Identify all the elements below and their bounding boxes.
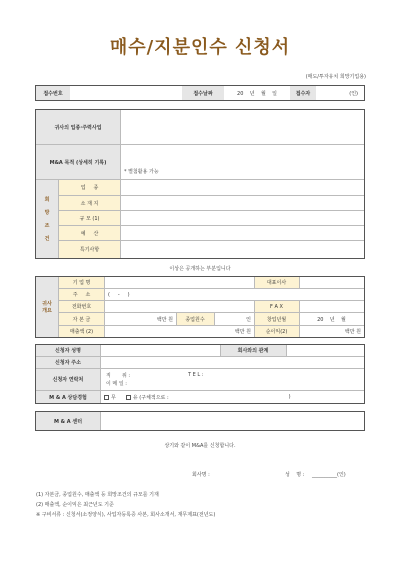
- email-label[interactable]: 이 메 일 :: [106, 381, 127, 387]
- public-note: 이상은 공개하는 부분입니다: [169, 266, 231, 272]
- sales-field[interactable]: 백만 원: [234, 329, 251, 335]
- profit-field[interactable]: 백만 원: [344, 329, 361, 335]
- ceo-label: 대표이사: [254, 277, 299, 288]
- hope-char: 희: [44, 197, 50, 203]
- option-yes-label: 유 (구체적으로 :: [132, 394, 169, 401]
- sign-name-label: 성 명 :: [285, 472, 305, 478]
- applicant-contact-label: 신청자 연락처: [36, 369, 100, 390]
- address-label: 주 소: [59, 289, 104, 300]
- relation-label: 회사와의 관계: [220, 345, 286, 356]
- company-label-char: 귀사: [42, 301, 52, 307]
- receipt-date-label: 접수날짜: [193, 90, 213, 97]
- footnote-3: ※ 구비서류 : 신청서(소정양식), 사업자등록증 사본, 회사소개서, 재무제표(전년도): [36, 512, 216, 518]
- hope-scale-field[interactable]: [120, 211, 364, 225]
- employees-label: 종업원수: [176, 313, 214, 325]
- applicant-address-label: 신청자 주소: [36, 357, 100, 368]
- option-none-label: 무: [111, 394, 116, 401]
- hope-industry-label: 업 종: [59, 180, 120, 195]
- hope-char: 건: [44, 236, 50, 242]
- company-label-char: 개요: [42, 308, 52, 314]
- fax-field[interactable]: [299, 301, 364, 312]
- form-subtitle: (매도/투자유치 희망기업용): [305, 74, 366, 80]
- checkbox-none[interactable]: [104, 395, 109, 400]
- hope-location-label: 소 재 지: [59, 196, 120, 210]
- hope-char: 망: [44, 210, 50, 216]
- sign-name-field[interactable]: __________(인): [312, 472, 346, 478]
- capital-field[interactable]: 백만 원: [156, 316, 173, 323]
- hope-location-field[interactable]: [120, 196, 364, 210]
- applicant-name-field[interactable]: [100, 345, 220, 356]
- company-section: [35, 276, 365, 338]
- employees-field[interactable]: 인: [246, 316, 251, 323]
- hope-budget-field[interactable]: [120, 226, 364, 240]
- hope-label: [36, 180, 58, 258]
- hope-special-label: 특기사항: [59, 241, 120, 258]
- form-title: 매수/지분인수 신청서: [109, 37, 291, 58]
- hope-special-field[interactable]: [120, 241, 364, 258]
- company-name-field[interactable]: [104, 277, 254, 288]
- address-field[interactable]: ( - ): [108, 291, 130, 298]
- receipt-date-field[interactable]: 20 년 월 일: [224, 86, 290, 100]
- phone-field[interactable]: [104, 301, 254, 312]
- center-label: M & A 센터: [36, 412, 100, 430]
- hope-char: 조: [44, 223, 50, 229]
- receipt-row: [35, 85, 365, 101]
- company-label: [36, 277, 58, 337]
- footnote-2: (2) 매출액, 순이익은 최근년도 기준: [36, 502, 114, 508]
- checkbox-yes[interactable]: [126, 395, 131, 400]
- industry-field[interactable]: [120, 110, 364, 144]
- consult-label: M & A 상담경험: [36, 391, 100, 403]
- receiver-seal[interactable]: (인): [316, 86, 364, 100]
- sales-label: 매출액 (2): [59, 326, 104, 337]
- profit-label: 순이익(2): [254, 326, 299, 337]
- receipt-no-field[interactable]: [70, 86, 182, 100]
- founded-field[interactable]: 20 년 월: [317, 316, 346, 323]
- business-section: [35, 109, 365, 259]
- applicant-address-field[interactable]: [100, 357, 364, 368]
- founded-label: 창업년월: [254, 313, 299, 325]
- position-label[interactable]: 직 위 :: [106, 373, 131, 379]
- center-section: [35, 411, 365, 431]
- center-field[interactable]: [101, 412, 364, 430]
- ceo-field[interactable]: [299, 277, 364, 288]
- relation-field[interactable]: [286, 345, 364, 356]
- hope-scale-label: 규 모 (1): [59, 211, 120, 225]
- option-close: ): [288, 394, 291, 400]
- hope-budget-label: 예 산: [59, 226, 120, 240]
- receipt-no-label: 접수번호: [43, 90, 63, 97]
- company-name-label: 기 업 명: [59, 277, 104, 288]
- capital-label: 자 본 금: [59, 313, 104, 325]
- applicant-section: [35, 344, 365, 404]
- fax-label: F A X: [254, 301, 299, 312]
- hope-industry-field[interactable]: [120, 180, 364, 195]
- declaration: 상기와 같이 M&A를 신청합니다.: [164, 443, 236, 449]
- industry-label: 귀사의 업종·주력사업: [36, 110, 120, 144]
- purpose-label: M&A 목적 (상세히 기록): [36, 145, 120, 179]
- tel-label[interactable]: T E L :: [188, 372, 204, 378]
- phone-label: 전화번호: [59, 301, 104, 312]
- consult-options: [104, 391, 362, 403]
- footnote-1: (1) 자본금, 종업원수, 매출액 등 희망조건의 규모를 기재: [36, 492, 159, 498]
- sign-company-label: 회사명 :: [192, 472, 210, 478]
- applicant-name-label: 신청자 성명: [36, 345, 100, 356]
- receiver-label: 접수자: [295, 90, 311, 97]
- attach-note: * 별첨활용 가능: [124, 169, 159, 175]
